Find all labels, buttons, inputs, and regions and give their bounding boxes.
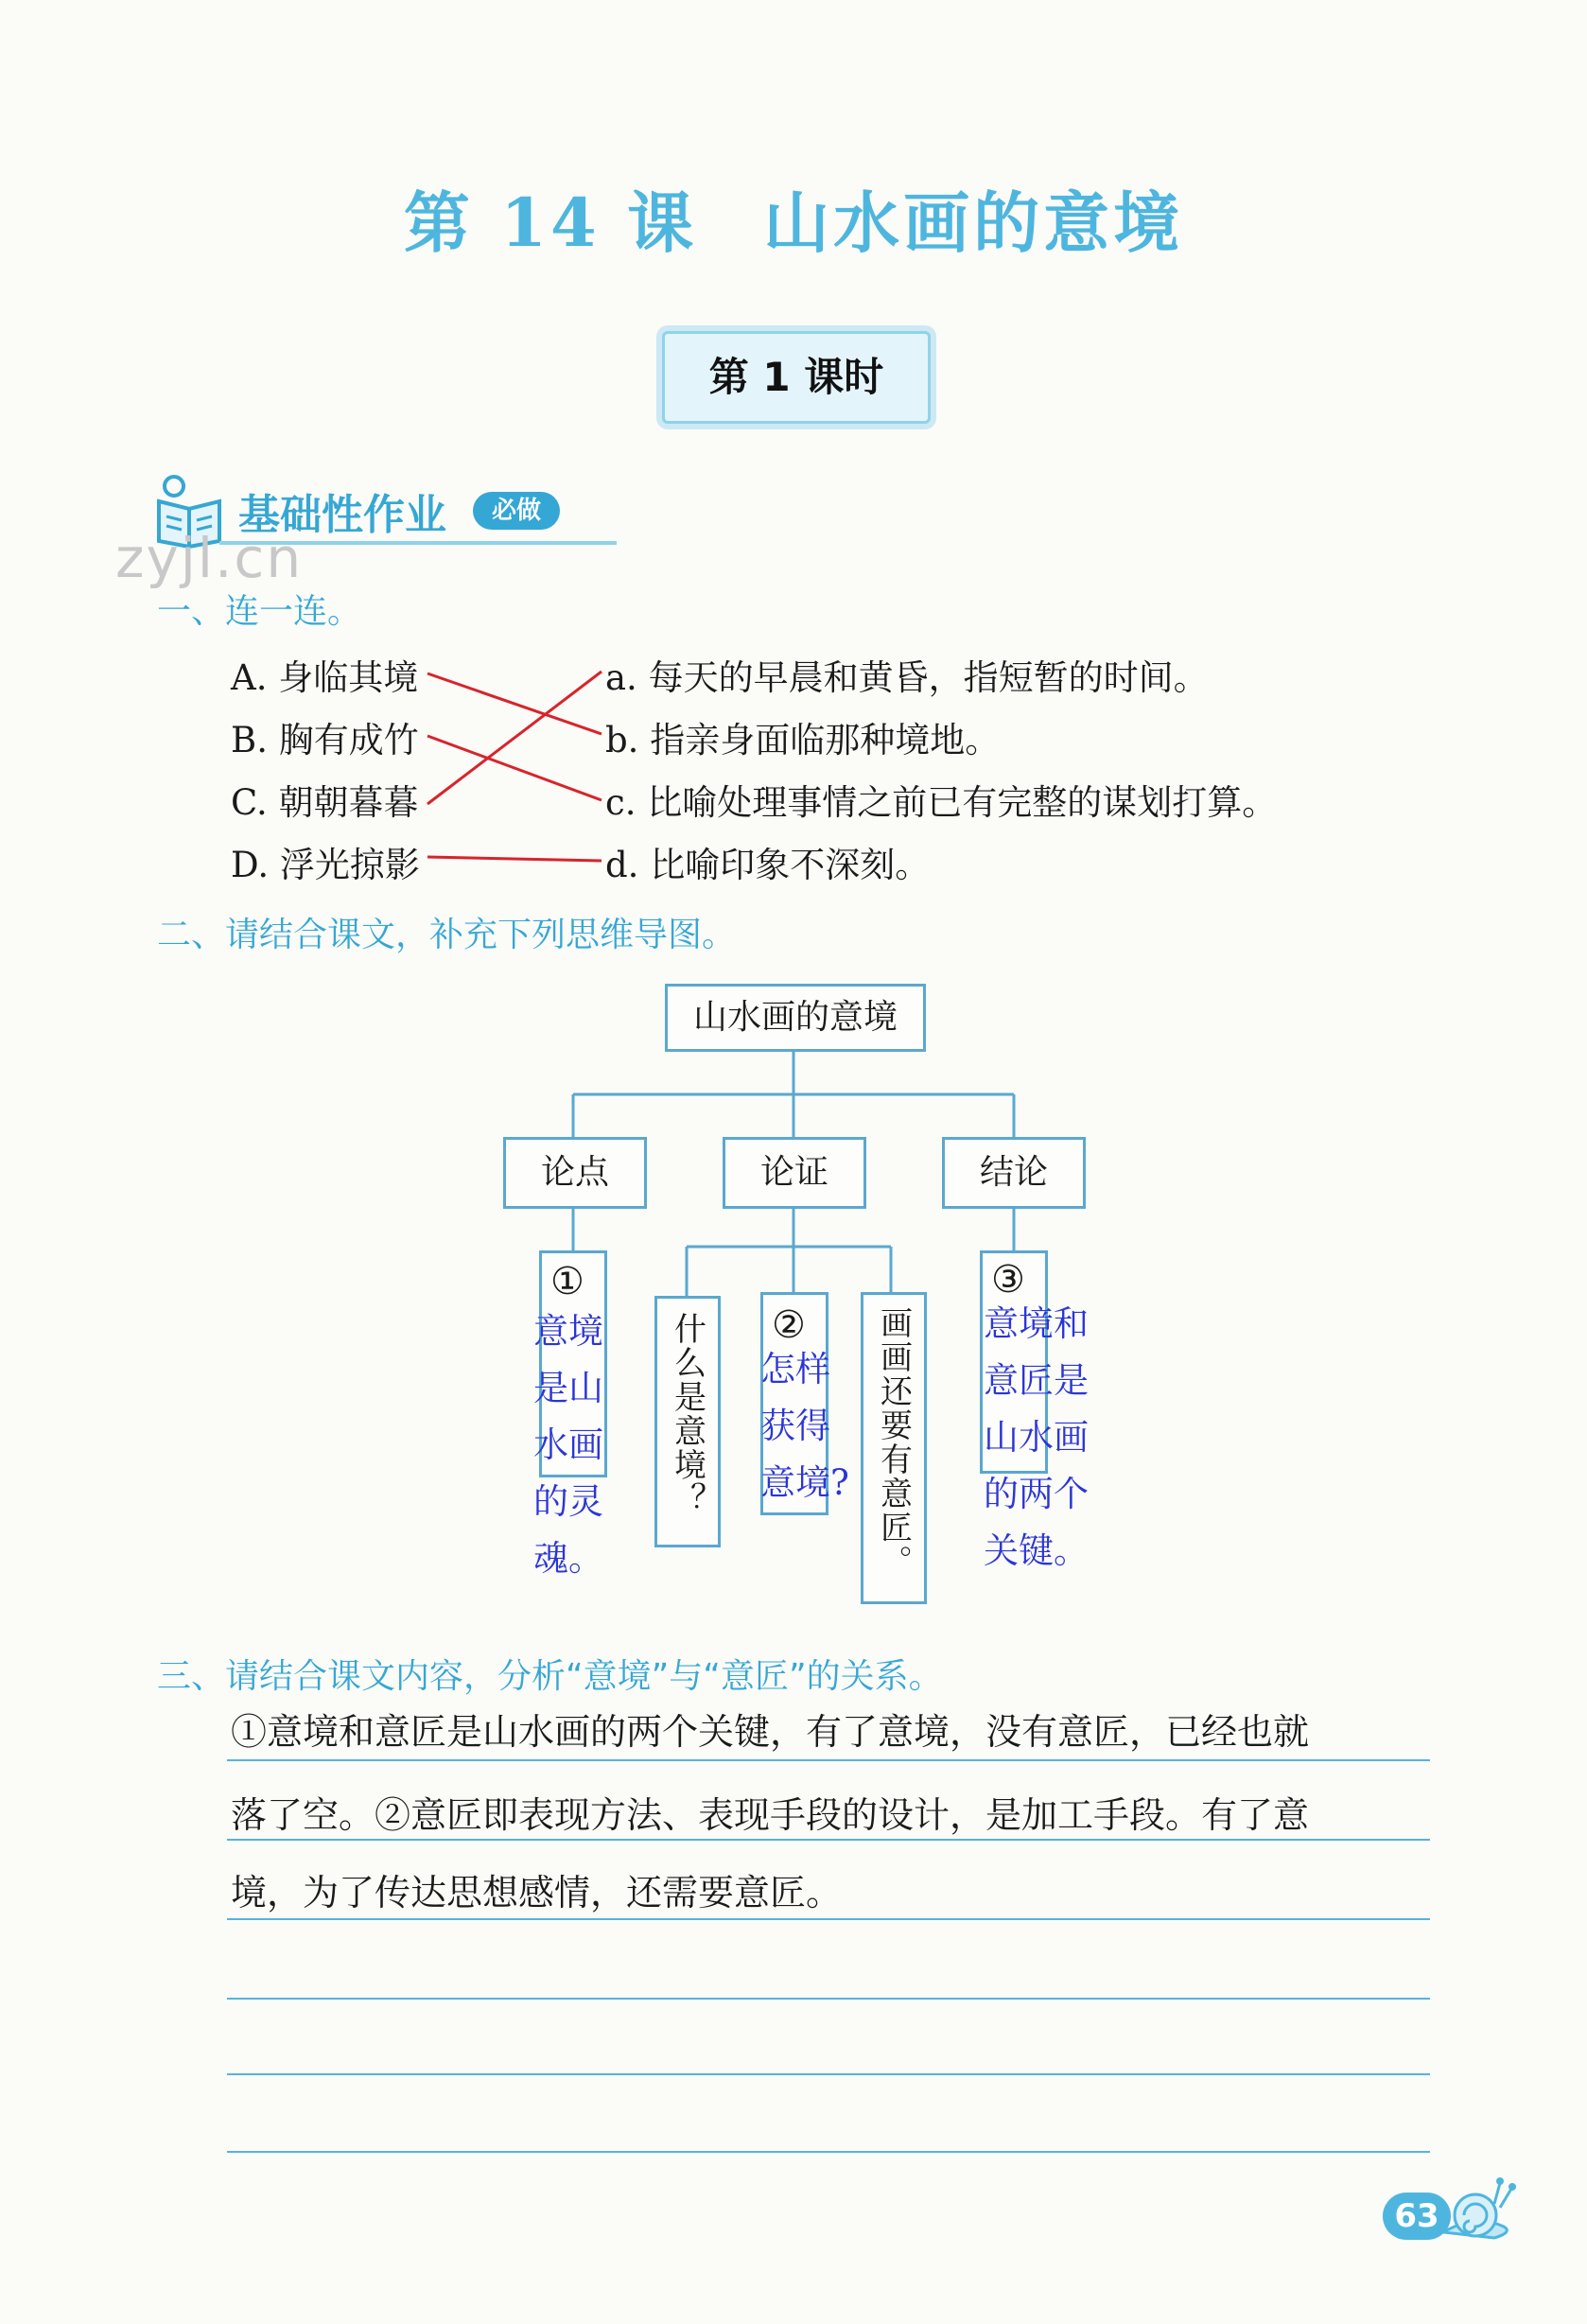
page-number: 63 bbox=[1383, 2193, 1451, 2240]
blank-marker-2: ② bbox=[772, 1303, 806, 1347]
q3-title: 三、请结合课文内容，分析“意境”与“意匠”的关系。 bbox=[157, 1657, 943, 1696]
answer-3-line: 山水画 bbox=[984, 1417, 1089, 1458]
q1-title: 一、连一连。 bbox=[157, 592, 362, 631]
answer-2-line: 意境? bbox=[760, 1462, 849, 1503]
right-item-a: a. 每天的早晨和黄昏，指短暂的时间。 bbox=[605, 657, 1209, 698]
answer-3-line: 关键。 bbox=[984, 1530, 1089, 1571]
lesson-period-label: 第 1 课时 bbox=[662, 331, 931, 424]
left-item-a: A. 身临其境 bbox=[231, 657, 419, 698]
blank-marker-3: ③ bbox=[991, 1258, 1025, 1302]
q3-answer-line: ①意境和意匠是山水画的两个关键，有了意境，没有意匠，已经也就 bbox=[231, 1711, 1310, 1753]
writing-line bbox=[227, 1839, 1430, 1841]
required-badge: 必做 bbox=[473, 492, 560, 530]
q3-answer-line: 落了空。②意匠即表现方法、表现手段的设计，是加工手段。有了意 bbox=[231, 1794, 1310, 1836]
title-lesson-name: 山水画的意境 bbox=[763, 183, 1184, 262]
sub-what-is-yijing: 什么是意境？ bbox=[668, 1312, 706, 1516]
answer-3-line: 意境和 bbox=[984, 1303, 1089, 1344]
left-item-d: D. 浮光掠影 bbox=[231, 845, 420, 885]
writing-line bbox=[227, 1998, 1430, 2000]
writing-line bbox=[227, 2073, 1430, 2075]
answer-1-line: 意境 bbox=[533, 1311, 603, 1352]
answer-2 bbox=[760, 1341, 874, 1511]
writing-line bbox=[227, 2151, 1430, 2153]
blank-marker-1: ① bbox=[550, 1260, 584, 1303]
title-lesson-number: 第 14 课 bbox=[403, 183, 698, 262]
answer-2-line: 获得 bbox=[760, 1406, 830, 1446]
branch-argument-point: 论点 bbox=[503, 1137, 647, 1209]
writing-line bbox=[227, 1918, 1430, 1920]
branch-argumentation: 论证 bbox=[723, 1137, 866, 1209]
right-item-b: b. 指亲身面临那种境地。 bbox=[605, 720, 1001, 760]
answer-1 bbox=[533, 1303, 637, 1587]
snail-icon bbox=[1438, 2166, 1523, 2251]
right-item-d: d. 比喻印象不深刻。 bbox=[605, 845, 931, 885]
sub-box-need-yijiang bbox=[861, 1292, 927, 1604]
mindmap-root: 山水画的意境 bbox=[665, 984, 926, 1052]
left-item-b: B. 胸有成竹 bbox=[231, 720, 419, 760]
right-item-c: c. 比喻处理事情之前已有完整的谋划打算。 bbox=[605, 782, 1278, 823]
answer-1-line: 的灵 bbox=[533, 1481, 603, 1522]
branch-conclusion: 结论 bbox=[942, 1137, 1086, 1209]
answer-3 bbox=[984, 1296, 1125, 1580]
answer-3-line: 的两个 bbox=[984, 1474, 1089, 1514]
writing-line bbox=[227, 1759, 1430, 1761]
answer-1-line: 水画 bbox=[533, 1424, 603, 1465]
q3-answer-line: 境，为了传达思想感情，还需要意匠。 bbox=[231, 1872, 843, 1913]
sub-box-what-is-yijing bbox=[654, 1296, 721, 1547]
section-title: 基础性作业 bbox=[238, 491, 446, 539]
answer-1-line: 魂。 bbox=[533, 1538, 603, 1579]
answer-2-line: 怎样 bbox=[760, 1349, 830, 1389]
q2-title: 二、请结合课文，补充下列思维导图。 bbox=[157, 916, 737, 954]
answer-3-line: 意匠是 bbox=[984, 1360, 1089, 1401]
watermark: zyjl.cn bbox=[115, 526, 304, 590]
sub-need-yijiang: 画画还要有意匠。 bbox=[874, 1306, 913, 1579]
answer-1-line: 是山 bbox=[533, 1368, 603, 1408]
left-item-c: C. 朝朝暮暮 bbox=[231, 782, 419, 823]
